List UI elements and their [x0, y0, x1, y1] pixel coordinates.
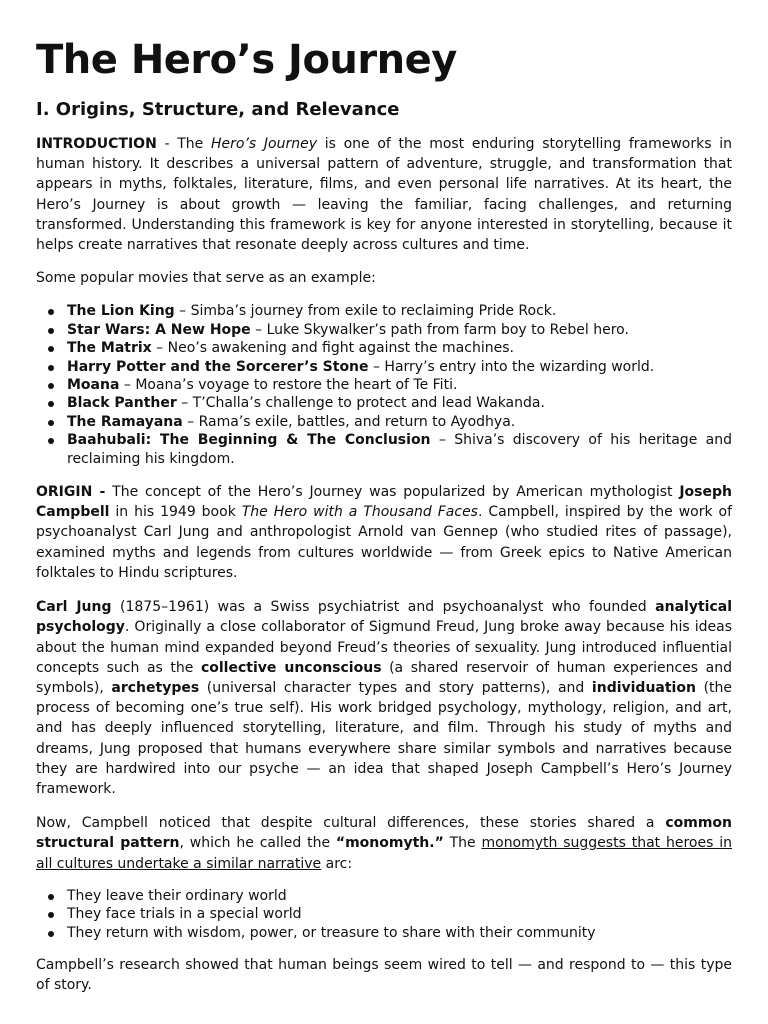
list-item [67, 431, 732, 468]
list-item [67, 358, 732, 376]
jung-term: collective unconscious [200, 659, 382, 676]
movie-list [36, 302, 732, 468]
final-paragraph: Campbell’s research showed that human beings seem wired to tell — and respond to — this type of story. [36, 956, 732, 994]
jung-text: . Originally a close collaborator of Sigmund Freud, Jung broke away because his ideas about the human mind expanded beyond Freud’s theories of sexuality. Jung introduced influential concepts such as the [36, 619, 732, 676]
jung-paragraph [36, 597, 732, 799]
campbell-term: common structural pattern [36, 815, 732, 852]
jung-term: individuation [591, 679, 696, 696]
list-item [67, 302, 732, 320]
movie-desc: – Rama’s exile, battles, and return to Ayodhya. [182, 413, 516, 430]
campbell-text: , which he called the [179, 835, 336, 852]
list-item [67, 376, 732, 394]
campbell-term: “monomyth.” [335, 835, 444, 852]
list-item [67, 339, 732, 357]
movie-title: Baahubali: The Beginning & The Conclusion [67, 432, 431, 449]
underlined-phrase: monomyth suggests that heroes in all cultures undertake a similar narrative [36, 835, 732, 872]
movie-title: Harry Potter and the Sorcerer’s Stone [67, 358, 369, 375]
list-item: They return with wisdom, power, or treasure to share with their community [67, 924, 732, 942]
campbell-paragraph [36, 813, 732, 874]
movie-desc: – Shiva’s discovery of his heritage and reclaiming his kingdom. [67, 432, 732, 467]
list-item [67, 321, 732, 339]
movie-desc: – Harry’s entry into the wizarding world. [368, 358, 655, 375]
list-item [67, 413, 732, 431]
jung-term: archetypes [111, 679, 200, 696]
section-heading: I. Origins, Structure, and Relevance [36, 99, 400, 120]
origin-text: The concept of the Hero’s Journey was popularized by American mythologist [105, 484, 680, 501]
origin-name: Joseph Campbell [36, 484, 732, 521]
movies-intro: Some popular movies that serve as an example: [36, 270, 376, 287]
movie-title: The Ramayana [67, 413, 183, 430]
origin-label: ORIGIN - [36, 484, 106, 501]
movie-desc: – T’Challa’s challenge to protect and lead Wakanda. [176, 395, 545, 412]
page-title: The Hero’s Journey [36, 37, 457, 83]
jung-text: (the process of becoming one’s true self). His work bridged psychology, mythology, religion, and art, and has deeply influenced storytelling, literature, and film. Through his study of myths and dreams, Jung proposed that humans everywhere share similar symbols and narratives because they are hardwired into our psyche — an idea that shaped Joseph Campbell’s Hero’s Journey framework. [36, 679, 733, 797]
campbell-text: The [443, 835, 482, 852]
jung-name: Carl Jung [36, 599, 112, 616]
campbell-text: Now, Campbell noticed that despite cultural differences, these stories shared a [36, 815, 666, 832]
movie-title: Black Panther [67, 395, 177, 412]
movie-desc: – Luke Skywalker’s path from farm boy to Rebel hero. [250, 321, 629, 338]
list-item: They leave their ordinary world [67, 887, 732, 905]
jung-text: (a shared reservoir of human experiences and symbols), [36, 659, 732, 696]
movie-title: Moana [67, 377, 120, 394]
arc-list [36, 887, 732, 942]
movie-desc: – Neo’s awakening and fight against the machines. [151, 340, 514, 357]
movie-title: The Matrix [67, 340, 152, 357]
campbell-text: arc: [321, 855, 353, 872]
intro-text: is one of the most enduring storytelling frameworks in human history. It describes a universal pattern of adventure, struggle, and transformation that appears in myths, folktales, literature, films, and even personal life narratives. At its heart, the Hero’s Journey is about growth — leaving the familiar, facing challenges, and returning transformed. Understanding this framework is key for anyone interested in storytelling, because it helps create narratives that resonate deeply across cultures and time. [36, 136, 732, 254]
movie-title: Star Wars: A New Hope [67, 321, 251, 338]
jung-text: (1875–1961) was a Swiss psychiatrist and psychoanalyst who founded [111, 599, 656, 616]
intro-label: INTRODUCTION [36, 136, 157, 152]
intro-paragraph [36, 134, 732, 255]
list-item: They face trials in a special world [67, 905, 732, 923]
intro-term: Hero’s Journey [211, 136, 317, 152]
origin-text: in his 1949 book [109, 504, 242, 521]
movie-desc: – Simba’s journey from exile to reclaiming Pride Rock. [174, 303, 557, 320]
jung-term: analytical psychology [36, 599, 732, 636]
origin-text: . Campbell, inspired by the work of psychoanalyst Carl Jung and anthropologist Arnold van Gennep (who studied rites of passage), examined myths and legends from cultures worldwide — from Greek epics to Native American folktales to Hindu scriptures. [36, 504, 733, 581]
movie-title: The Lion King [67, 303, 175, 320]
origin-book: The Hero with a Thousand Faces [241, 504, 478, 521]
origin-paragraph [36, 482, 732, 583]
intro-sep: - The [156, 136, 211, 152]
list-item [67, 394, 732, 412]
movie-desc: – Moana’s voyage to restore the heart of Te Fiti. [119, 377, 458, 394]
jung-text: (universal character types and story patterns), and [199, 679, 592, 696]
